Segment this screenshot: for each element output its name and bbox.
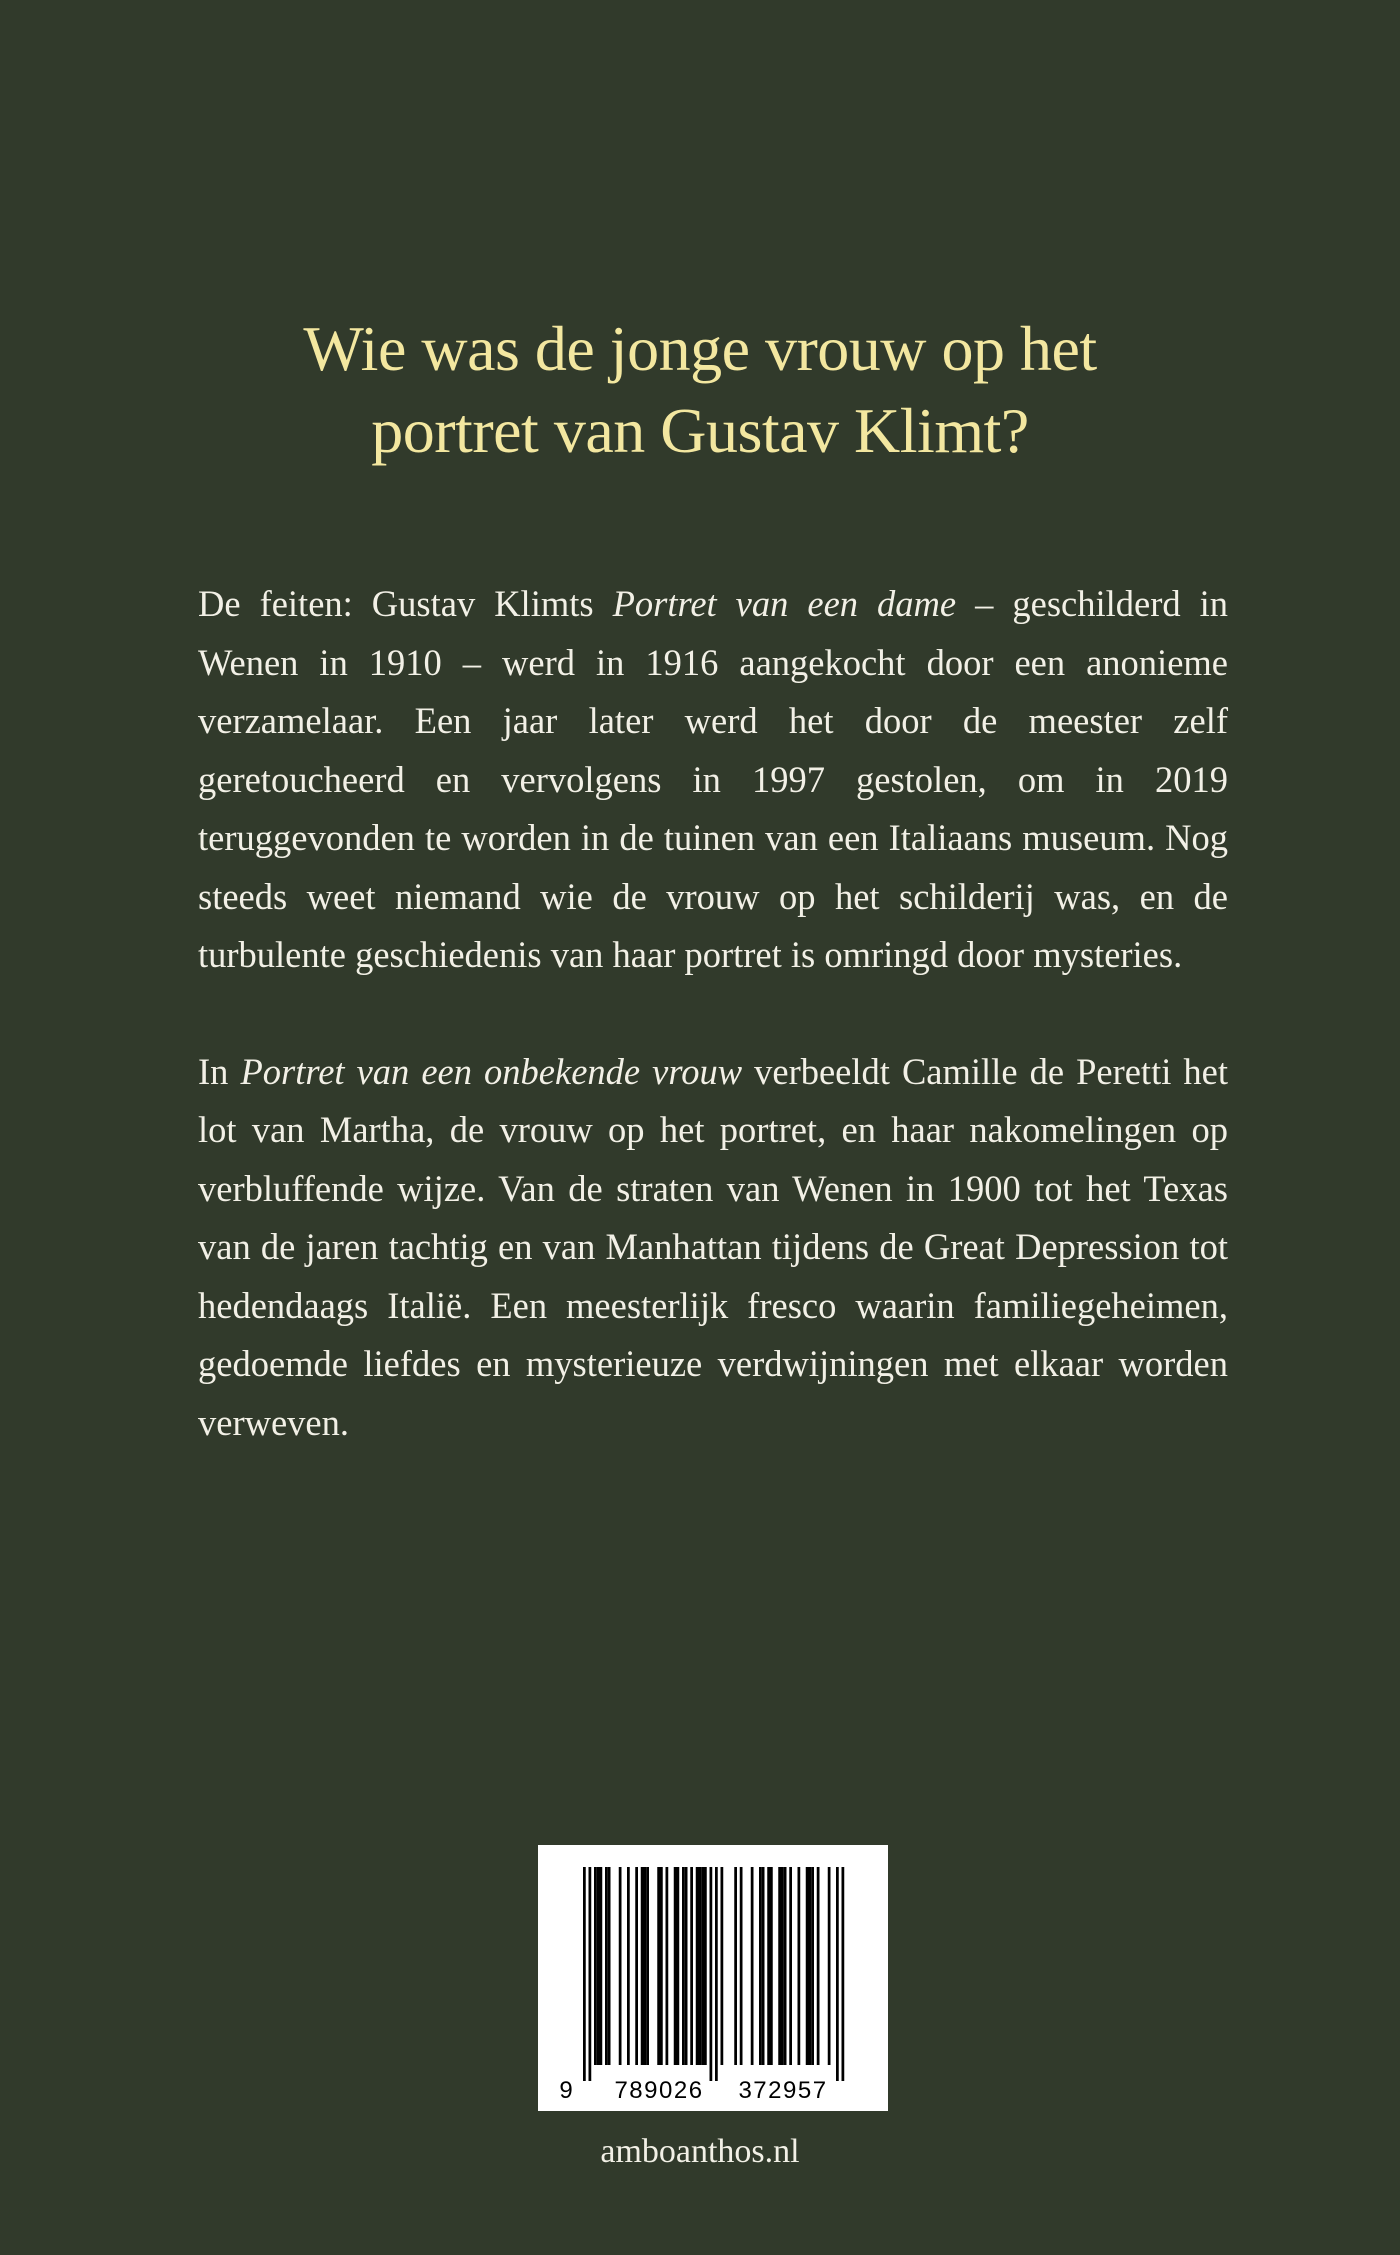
barcode-bar	[778, 1867, 781, 2065]
barcode-bar	[696, 1867, 699, 2065]
barcode-bar	[770, 1867, 773, 2065]
barcode-bar	[762, 1867, 765, 2065]
barcode-bar	[594, 1867, 597, 2065]
barcode-bar	[798, 1867, 801, 2065]
barcode-bar	[682, 1867, 685, 2065]
barcode-bar	[715, 1867, 718, 2081]
barcode-bar	[605, 1867, 608, 2065]
barcode-first-digit: 9	[559, 2077, 573, 2104]
barcode-bar	[597, 1867, 600, 2065]
barcode-bar	[751, 1867, 754, 2065]
barcode-graphic	[538, 1845, 888, 2111]
barcode-bar	[734, 1867, 737, 2065]
barcode-bar	[811, 1867, 814, 2065]
barcode-bar	[784, 1867, 787, 2065]
barcode-bar	[644, 1867, 647, 2065]
barcode-bar	[674, 1867, 677, 2065]
publisher-website: amboanthos.nl	[600, 2133, 800, 2170]
barcode-bar	[583, 1867, 586, 2081]
barcode-bar	[809, 1867, 812, 2065]
barcode-group-left: 789026	[614, 2077, 704, 2104]
barcode-bar	[721, 1867, 724, 2065]
barcode-bar	[660, 1867, 663, 2065]
back-cover-headline	[200, 308, 1200, 472]
barcode-bar	[666, 1867, 669, 2065]
blurb	[198, 575, 1228, 1452]
painting-title: Portret van een dame	[612, 583, 957, 624]
barcode-bar	[710, 1867, 713, 2081]
paragraph-2-rest: verbeeldt Camille de Peretti het lot van Martha, de vrouw op het portret, en haar nakomelingen op verbluffende wijze. Van de straten van Wenen in 1900 tot het Texas van de jaren tachtig en van Manhattan tijdens de Great Depression tot hedendaags Italië. Een meesterlijk fresco waarin familiegeheimen, gedoemde liefdes en mysterieuze verdwijningen met elkaar worden verweven.	[198, 1050, 1228, 1443]
barcode-group-right: 372957	[738, 2077, 828, 2104]
paragraph-2-intro: In	[198, 1050, 241, 1092]
barcode-bar	[781, 1867, 784, 2065]
barcode-bar	[677, 1867, 680, 2065]
barcode-bar	[589, 1867, 592, 2081]
barcode-bar	[646, 1867, 649, 2065]
barcode-bar	[806, 1867, 809, 2065]
barcode-bar	[704, 1867, 707, 2065]
barcode-bar	[740, 1867, 743, 2065]
barcode-bar	[600, 1867, 603, 2065]
barcode-bar	[836, 1867, 839, 2081]
barcode-bar	[701, 1867, 704, 2065]
barcode-bar	[699, 1867, 702, 2065]
barcode-bar	[635, 1867, 638, 2065]
barcode-bar	[842, 1867, 845, 2081]
headline-line-1: Wie was de jonge vrouw op het	[303, 313, 1097, 384]
barcode-bar	[641, 1867, 644, 2065]
barcode-bar	[767, 1867, 770, 2065]
paragraph-1-rest: – geschilderd in Wenen in 1910 – werd in 1916 aangekocht door een anonieme verzamelaar. Een jaar later werd het door de meester zelf geretoucheerd en vervolgens in 1997 gestolen, om in 2019 teruggevonden te worden in de tuinen van een Italiaans museum. Nog steeds weet niemand wie de vrouw op het schilderij was, en de turbulente geschiedenis van haar portret is omringd door mysteries.	[198, 583, 1229, 975]
barcode-bar	[627, 1867, 630, 2065]
headline-line-2: portret van Gustav Klimt?	[371, 395, 1029, 466]
barcode-bar	[759, 1867, 762, 2065]
paragraph-1-intro: De feiten: Gustav Klimts	[198, 583, 613, 624]
book-title: Portret van een onbekende vrouw	[240, 1050, 743, 1092]
blurb-paragraph-2	[198, 1043, 1228, 1453]
barcode-bar	[817, 1867, 820, 2065]
blurb-paragraph-1	[198, 575, 1228, 985]
barcode-bar	[608, 1867, 611, 2065]
barcode-bar	[685, 1867, 688, 2065]
barcode-bar	[619, 1867, 622, 2065]
isbn-barcode	[538, 1845, 888, 2111]
barcode-bar	[828, 1867, 831, 2065]
barcode-bar	[789, 1867, 792, 2065]
barcode-bar	[690, 1867, 693, 2065]
barcode-bar	[657, 1867, 660, 2065]
